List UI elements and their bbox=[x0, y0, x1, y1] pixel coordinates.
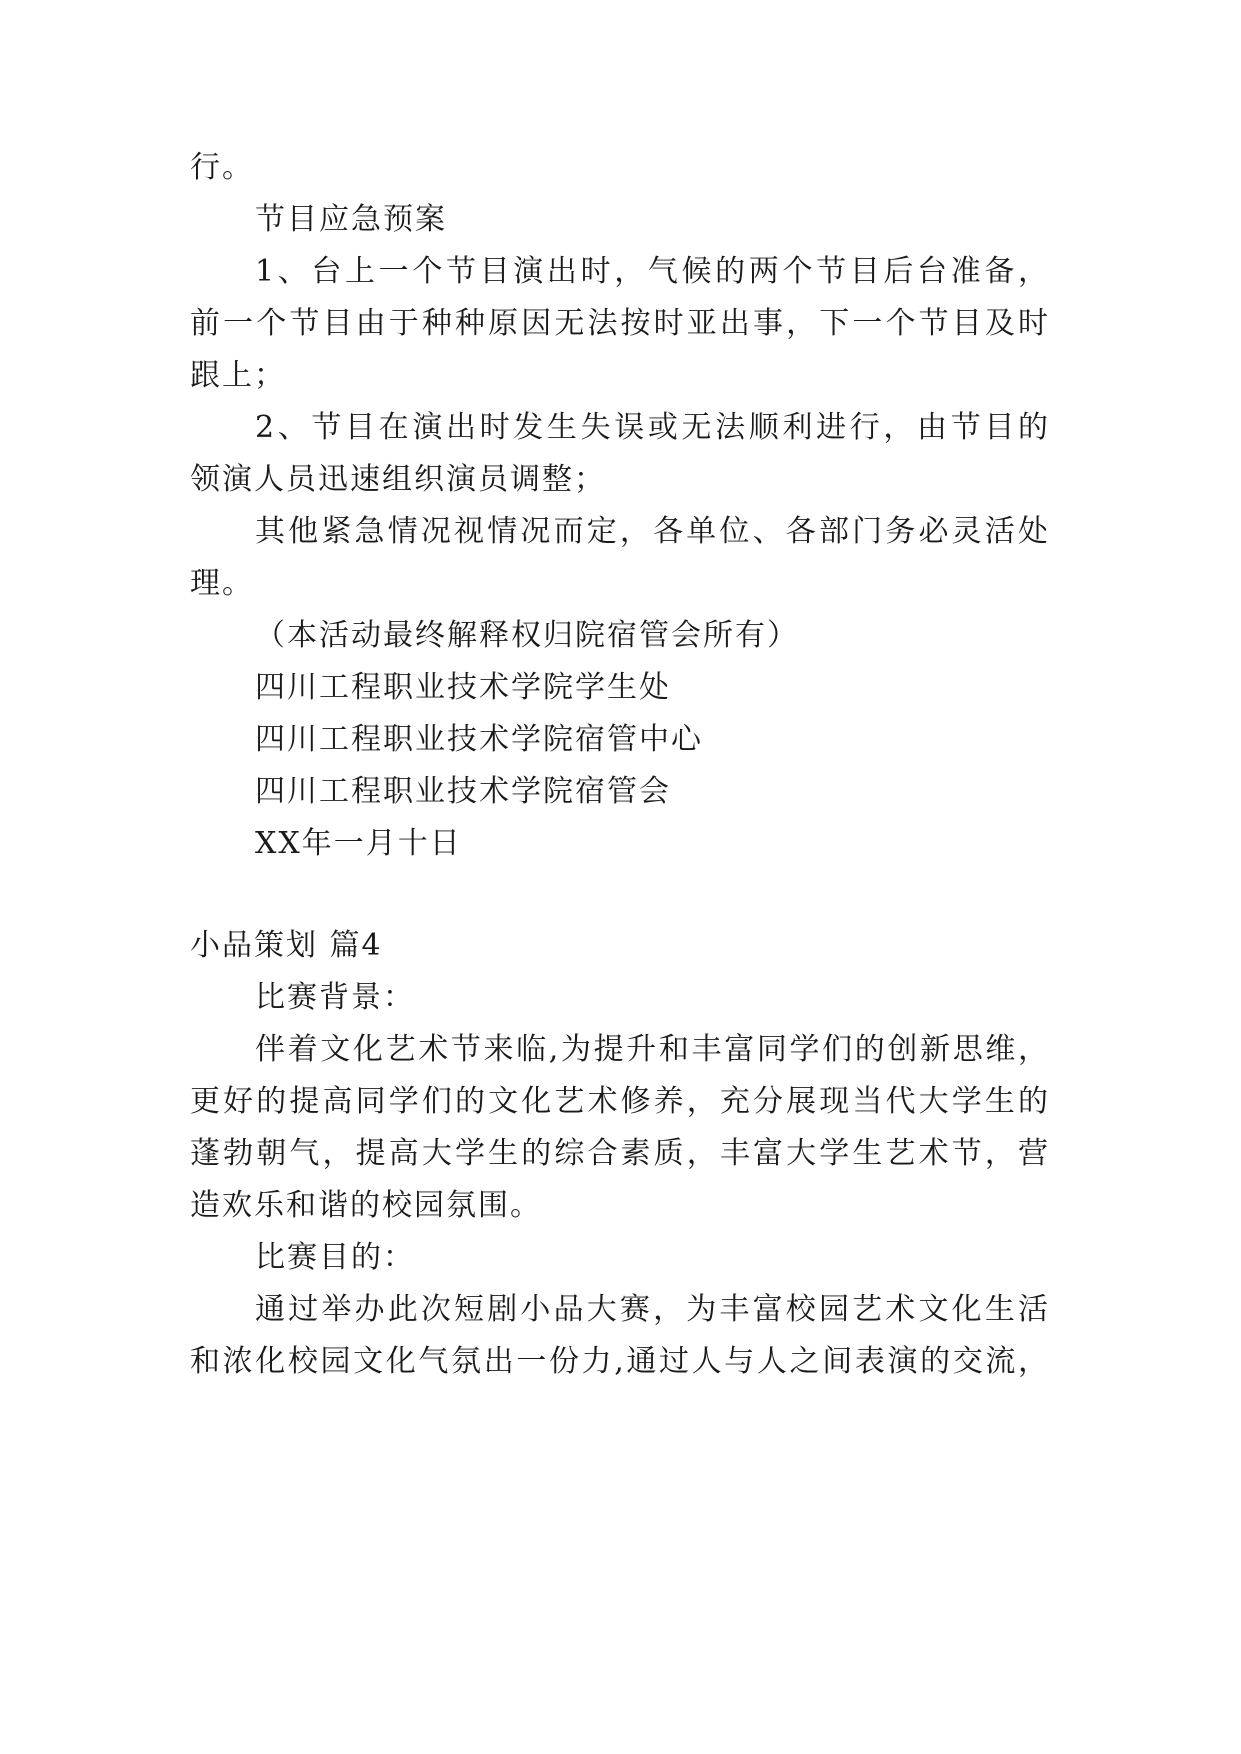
section-title: 小品策划 篇4 bbox=[190, 928, 383, 963]
note-line: （本活动最终解释权归院宿管会所有） bbox=[255, 618, 799, 653]
paragraph-line: 跟上； bbox=[190, 358, 286, 393]
paragraph-line: 更好的提高同学们的文化艺术修养，充分展现当代大学生的 bbox=[190, 1084, 1048, 1119]
paragraph-line: 伴着文化艺术节来临,为提升和丰富同学们的创新思维， bbox=[255, 1032, 1048, 1067]
paragraph-line: 前一个节目由于种种原因无法按时亚出事，下一个节目及时 bbox=[190, 306, 1048, 341]
signature-line: 四川工程职业技术学院学生处 bbox=[255, 670, 671, 705]
paragraph-line: 蓬勃朝气，提高大学生的综合素质，丰富大学生艺术节，营 bbox=[190, 1136, 1048, 1171]
paragraph-line: 行。 bbox=[190, 150, 254, 185]
paragraph-line: 理。 bbox=[190, 566, 254, 601]
paragraph-line: 通过举办此次短剧小品大赛，为丰富校园艺术文化生活 bbox=[255, 1292, 1048, 1327]
section-heading: 比赛目的： bbox=[255, 1240, 415, 1275]
paragraph-line: 2、节目在演出时发生失误或无法顺利进行，由节目的 bbox=[255, 410, 1048, 445]
paragraph-line: 1、台上一个节目演出时，气候的两个节目后台准备， bbox=[255, 254, 1048, 289]
date-line: XX年一月十日 bbox=[255, 826, 462, 861]
signature-line: 四川工程职业技术学院宿管会 bbox=[255, 774, 671, 809]
paragraph-line: 和浓化校园文化气氛出一份力,通过人与人之间表演的交流， bbox=[190, 1344, 1048, 1379]
section-heading: 节目应急预案 bbox=[255, 202, 447, 237]
paragraph-line: 其他紧急情况视情况而定，各单位、各部门务必灵活处 bbox=[255, 514, 1048, 549]
signature-line: 四川工程职业技术学院宿管中心 bbox=[255, 722, 703, 757]
paragraph-line: 造欢乐和谐的校园氛围。 bbox=[190, 1188, 542, 1223]
section-heading: 比赛背景： bbox=[255, 980, 415, 1015]
paragraph-line: 领演人员迅速组织演员调整； bbox=[190, 462, 606, 497]
